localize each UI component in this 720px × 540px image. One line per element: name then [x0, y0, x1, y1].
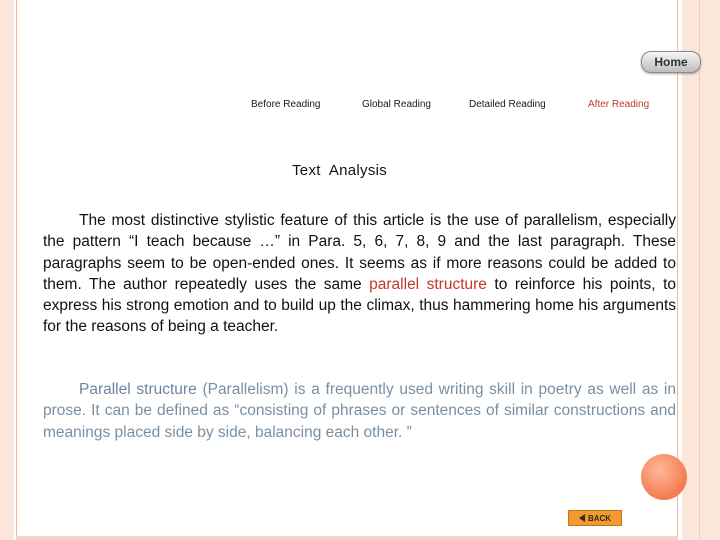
- nav-after-reading[interactable]: After Reading: [588, 99, 650, 110]
- frame-line-right-outer: [699, 0, 700, 540]
- page-title: Text Analysis: [292, 162, 388, 179]
- paragraph-text: The most distinctive stylistic feature of this article is the use of parallelism, especially the pattern “I teach because …” in Para. 5, 6, 7, 8, 9 and the last paragraph. These paragraphs seem to be open-ended ones. It seems as if more reasons could be added to them. The author repeatedly uses the same: [43, 212, 676, 293]
- definition-paragraph: [43, 379, 676, 443]
- back-button[interactable]: [568, 510, 622, 526]
- highlight-parallel-structure: parallel structure: [369, 275, 487, 293]
- frame-line-left: [16, 0, 17, 540]
- definition-text: (Parallelism) is a frequently used writing skill in poetry as well as in prose. It can be defined as “consisting of phrases or sentences of similar constructions and meanings placed side by side, balancing each other. ”: [43, 381, 676, 441]
- nav-global-reading[interactable]: Global Reading: [362, 99, 431, 110]
- analysis-paragraph: [43, 210, 676, 338]
- definition-term: Parallel structure: [79, 381, 197, 398]
- section-nav: [0, 99, 720, 115]
- back-arrow-icon: [579, 514, 585, 522]
- decorative-circle: [641, 454, 687, 500]
- home-button[interactable]: Home: [641, 51, 701, 73]
- nav-before-reading[interactable]: Before Reading: [251, 99, 321, 110]
- slide-frame-bottom: [16, 536, 678, 540]
- back-button-label: BACK: [587, 513, 612, 523]
- slide-frame-right: [682, 0, 720, 540]
- slide-frame-left: [0, 0, 14, 540]
- nav-detailed-reading[interactable]: Detailed Reading: [469, 99, 546, 110]
- paragraph-text-continued: to reinforce his points, to express his strong emotion and to build up the climax, thus hammering home his arguments for the reasons of being a teacher.: [43, 275, 677, 336]
